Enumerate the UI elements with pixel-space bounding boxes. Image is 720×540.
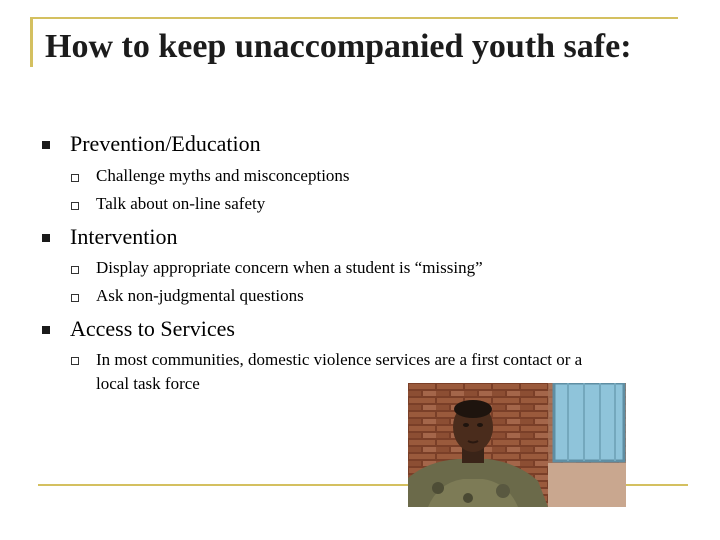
frame-top-rule <box>30 17 678 19</box>
section-heading-prevention: Prevention/Education <box>70 131 261 156</box>
list-item: In most communities, domestic violence services are a first contact or a <box>96 350 583 369</box>
list-item: Challenge myths and misconceptions <box>96 166 350 185</box>
section-heading-intervention: Intervention <box>70 224 178 249</box>
slide-title: How to keep unaccompanied youth safe: <box>45 28 632 65</box>
bullet-hollow-square-icon <box>71 174 79 182</box>
bullet-square-icon <box>42 234 50 242</box>
youth-photo <box>408 383 626 507</box>
section-heading-access: Access to Services <box>70 316 235 341</box>
bullet-hollow-square-icon <box>71 202 79 210</box>
bullet-hollow-square-icon <box>71 266 79 274</box>
list-item: Ask non-judgmental questions <box>96 286 304 305</box>
list-item: Display appropriate concern when a student is “missing” <box>96 258 483 277</box>
bullet-hollow-square-icon <box>71 357 79 365</box>
bullet-square-icon <box>42 326 50 334</box>
frame-left-rule <box>30 17 33 67</box>
bullet-hollow-square-icon <box>71 294 79 302</box>
list-item-continuation: local task force <box>96 374 200 393</box>
bullet-square-icon <box>42 141 50 149</box>
list-item: Talk about on-line safety <box>96 194 266 213</box>
